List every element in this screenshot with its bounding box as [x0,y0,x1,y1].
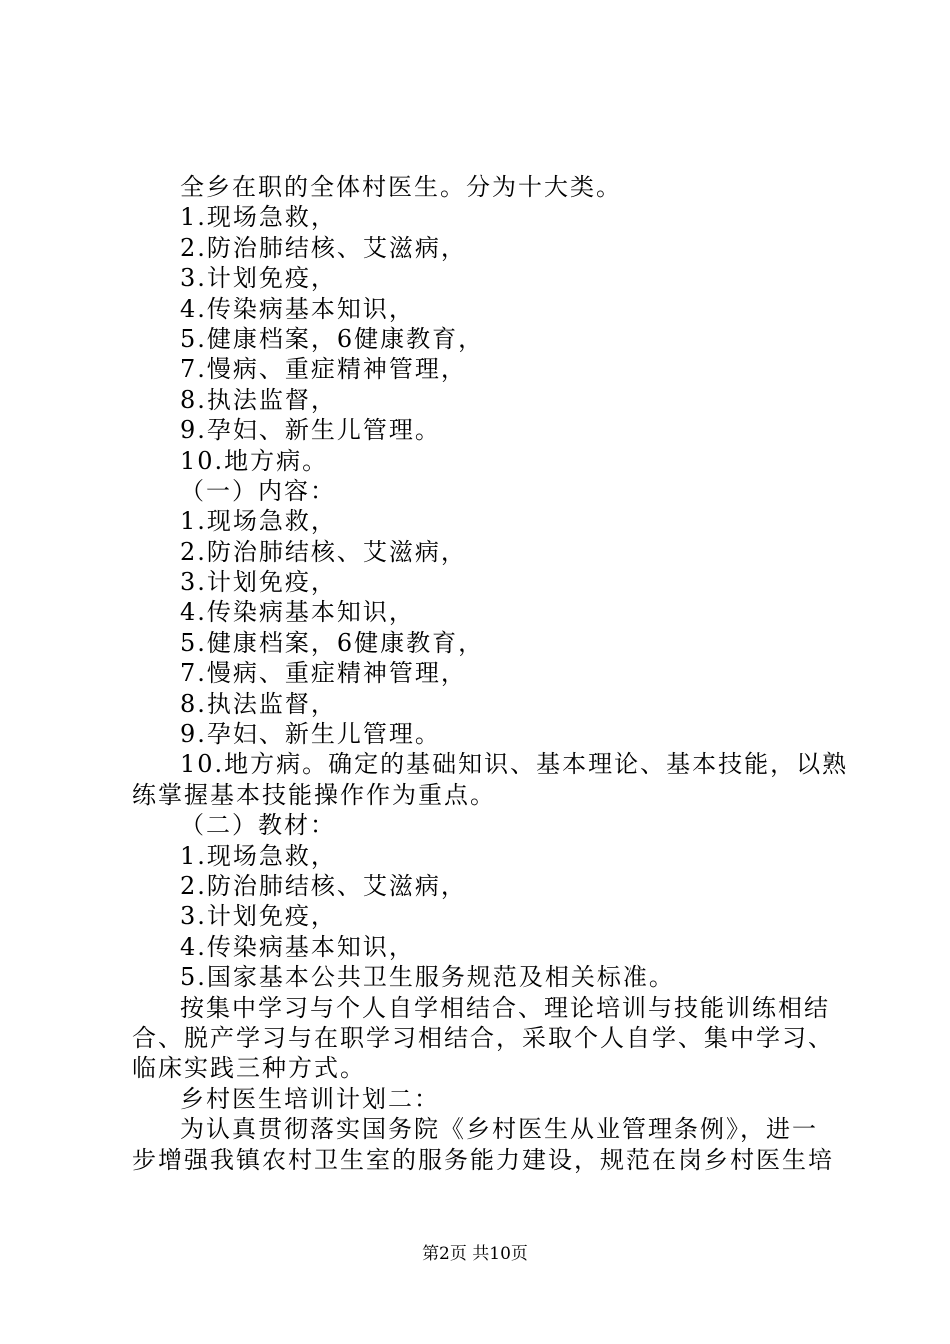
text-line: 4.传染病基本知识， [180,932,415,961]
text-line: 3.计划免疫， [180,568,337,597]
text-line: 按集中学习与个人自学相结合、理论培训与技能训练相结 [180,993,830,1022]
text-line: 1.现场急救， [180,841,337,870]
text-line: 乡村医生培训计划二： [180,1084,440,1113]
text-line: 步增强我镇农村卫生室的服务能力建设，规范在岗乡村医生培 [132,1145,834,1174]
text-line: 7.慢病、重症精神管理， [180,659,467,688]
text-line: 4.传染病基本知识， [180,294,415,323]
text-line: （一）内容： [180,476,336,505]
text-line: 7.慢病、重症精神管理， [180,355,467,384]
text-line: 5.健康档案，6健康教育， [180,628,485,657]
text-line: （二）教材： [180,811,336,840]
text-line: 8.执法监督， [180,385,337,414]
text-line: 5.健康档案，6健康教育， [180,324,485,353]
text-line: 4.传染病基本知识， [180,598,415,627]
text-line: 2.防治肺结核、艾滋病， [180,871,467,900]
text-line: 为认真贯彻落实国务院《乡村医生从业管理条例》，进一 [180,1115,818,1144]
text-line: 10.地方病。 [180,446,329,475]
text-line: 1.现场急救， [180,507,337,536]
text-line: 临床实践三种方式。 [132,1054,366,1083]
text-line: 2.防治肺结核、艾滋病， [180,537,467,566]
text-line: 合、脱产学习与在职学习相结合，采取个人自学、集中学习、 [132,1023,834,1052]
page-footer: 第2页 共10页 [422,1244,528,1264]
text-line: 3.计划免疫， [180,902,337,931]
text-line: 5.国家基本公共卫生服务规范及相关标准。 [180,963,675,992]
text-line: 10.地方病。确定的基础知识、基本理论、基本技能，以熟 [180,750,849,779]
document-body [132,172,849,1175]
text-line: 9.孕妇、新生儿管理。 [180,720,441,749]
text-line: 全乡在职的全体村医生。分为十大类。 [180,173,622,201]
text-line: 练掌握基本技能操作作为重点。 [132,780,496,809]
text-line: 3.计划免疫， [180,264,337,293]
text-line: 9.孕妇、新生儿管理。 [180,416,441,445]
text-line: 2.防治肺结核、艾滋病， [180,233,467,262]
text-line: 8.执法监督， [180,689,337,718]
text-line: 1.现场急救， [180,203,337,232]
